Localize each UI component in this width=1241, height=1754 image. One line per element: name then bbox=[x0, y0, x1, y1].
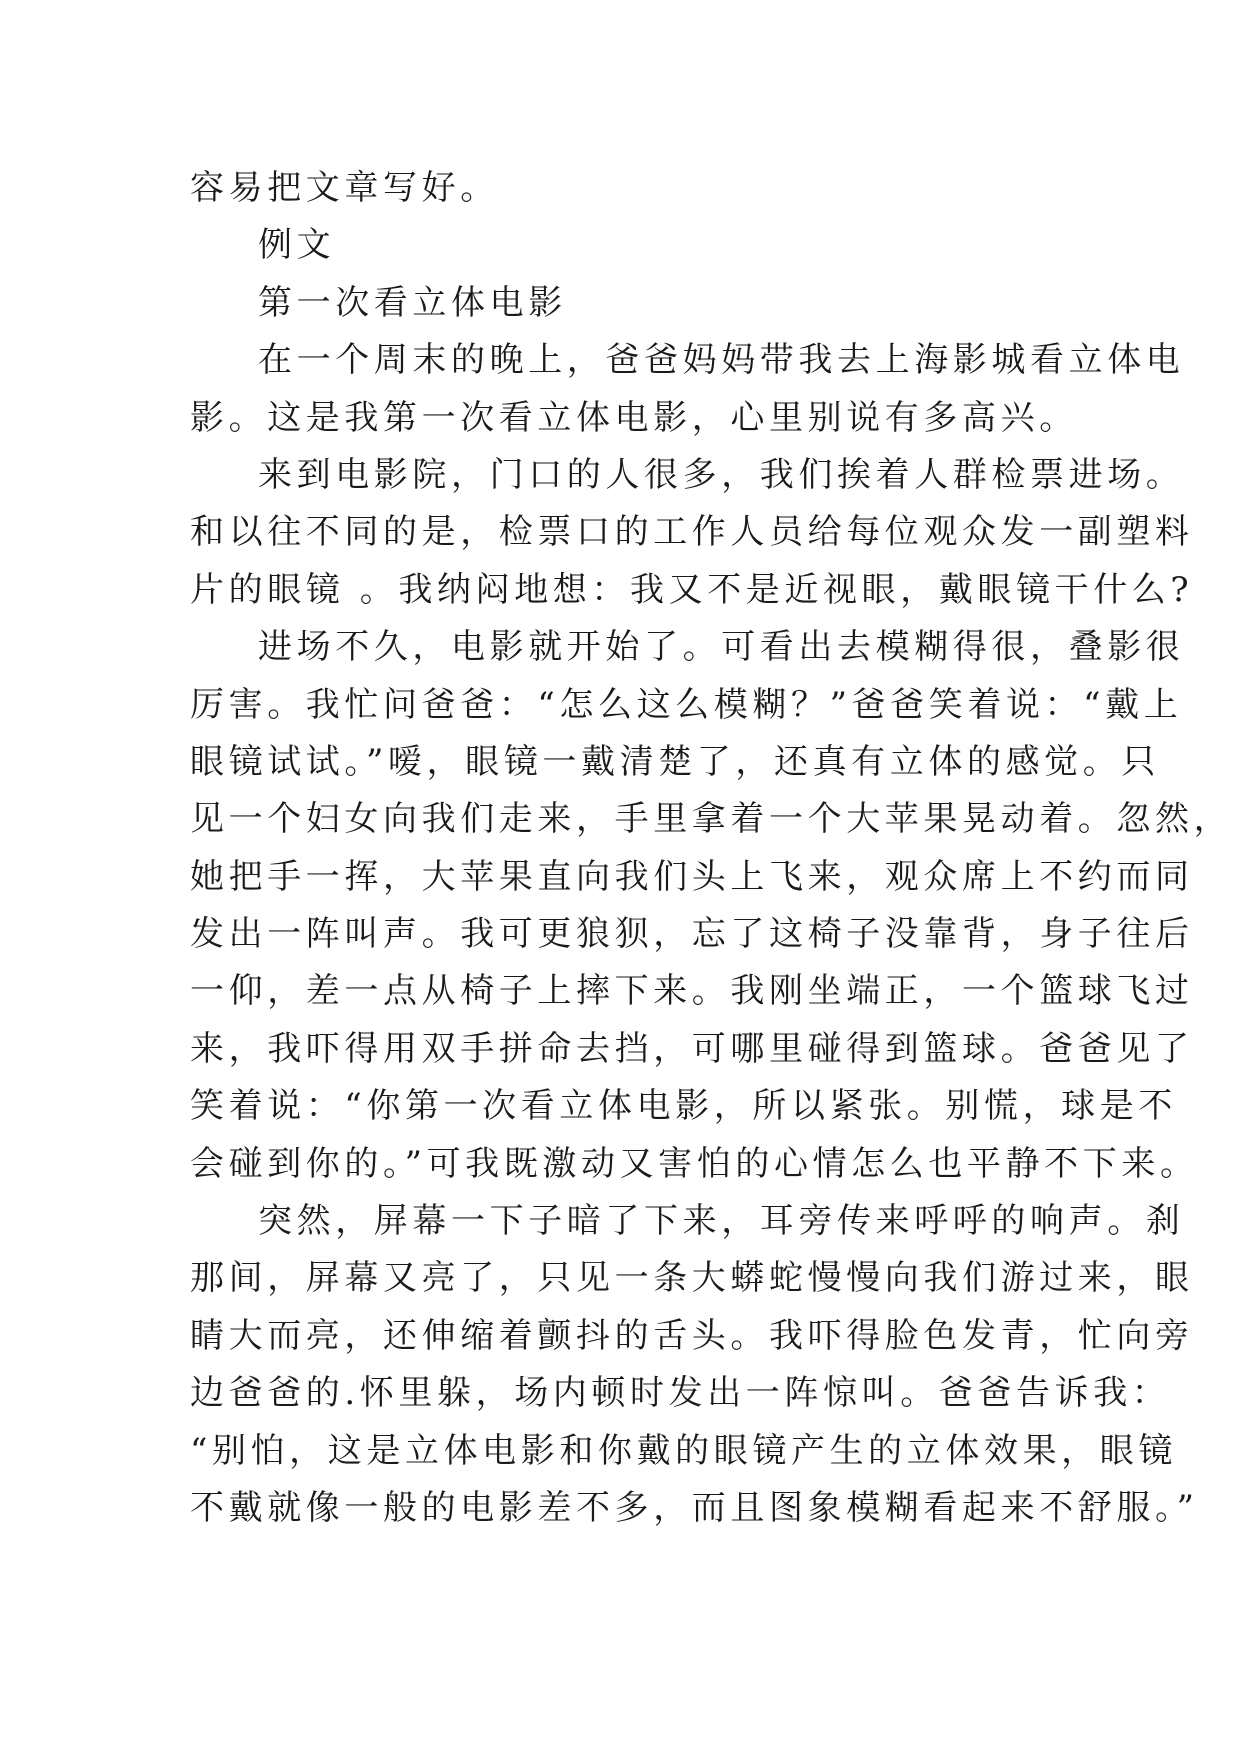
text-line: 发出一阵叫声。我可更狼狈，忘了这椅子没靠背，身子往后 bbox=[190, 914, 1194, 955]
text-line: 笑着说：“你第一次看立体电影，所以紧张。别慌，球是不 bbox=[190, 1086, 1177, 1127]
section-label: 例文 bbox=[258, 225, 336, 266]
text-line: 来到电影院，门口的人很多，我们挨着人群检票进场。 bbox=[258, 454, 1185, 495]
text-line: 那间，屏幕又亮了，只见一条大蟒蛇慢慢向我们游过来，眼 bbox=[190, 1258, 1194, 1299]
text-line: 见一个妇女向我们走来，手里拿着一个大苹果晃动着。忽然， bbox=[190, 799, 1233, 840]
text-line: 容易把文章写好。 bbox=[190, 168, 499, 208]
text-line: 厉害。我忙问爸爸：“怎么这么模糊？”爸爸笑着说：“戴上 bbox=[190, 684, 1183, 725]
text-line: 她把手一挥，大苹果直向我们头上飞来，观众席上不约而同 bbox=[190, 856, 1194, 897]
text-line: 和以往不同的是，检票口的工作人员给每位观众发一副塑料 bbox=[190, 512, 1194, 553]
text-line: 眼镜试试。”嗳，眼镜一戴清楚了，还真有立体的感觉。只 bbox=[190, 741, 1160, 782]
text-line: 会碰到你的。”可我既激动又害怕的心情怎么也平静不下来。 bbox=[190, 1143, 1199, 1184]
text-line: 边爸爸的.怀里躲，场内顿时发出一阵惊叫。爸爸告诉我： bbox=[190, 1373, 1171, 1414]
text-line: “别怕，这是立体电影和你戴的眼镜产生的立体效果，眼镜 bbox=[190, 1430, 1177, 1471]
text-line: 一仰，差一点从椅子上摔下来。我刚坐端正，一个篮球飞过 bbox=[190, 971, 1194, 1012]
text-line: 不戴就像一般的电影差不多，而且图象模糊看起来不舒服。” bbox=[190, 1487, 1199, 1528]
text-line: 进场不久，电影就开始了。可看出去模糊得很，叠影很 bbox=[258, 627, 1185, 668]
article-body bbox=[190, 160, 1233, 1537]
text-line: 片的眼镜 。我纳闷地想：我又不是近视眼，戴眼镜干什么? bbox=[190, 569, 1194, 610]
text-line: 睛大而亮，还伸缩着颤抖的舌头。我吓得脸色发青，忙向旁 bbox=[190, 1315, 1194, 1356]
text-line: 影。这是我第一次看立体电影，心里别说有多高兴。 bbox=[190, 397, 1078, 438]
text-line: 在一个周末的晚上，爸爸妈妈带我去上海影城看立体电 bbox=[258, 340, 1185, 381]
text-line: 来，我吓得用双手拼命去挡，可哪里碰得到篮球。爸爸见了 bbox=[190, 1028, 1194, 1069]
essay-title: 第一次看立体电影 bbox=[258, 282, 567, 323]
text-line: 突然，屏幕一下子暗了下来，耳旁传来呼呼的响声。刹 bbox=[258, 1201, 1185, 1242]
